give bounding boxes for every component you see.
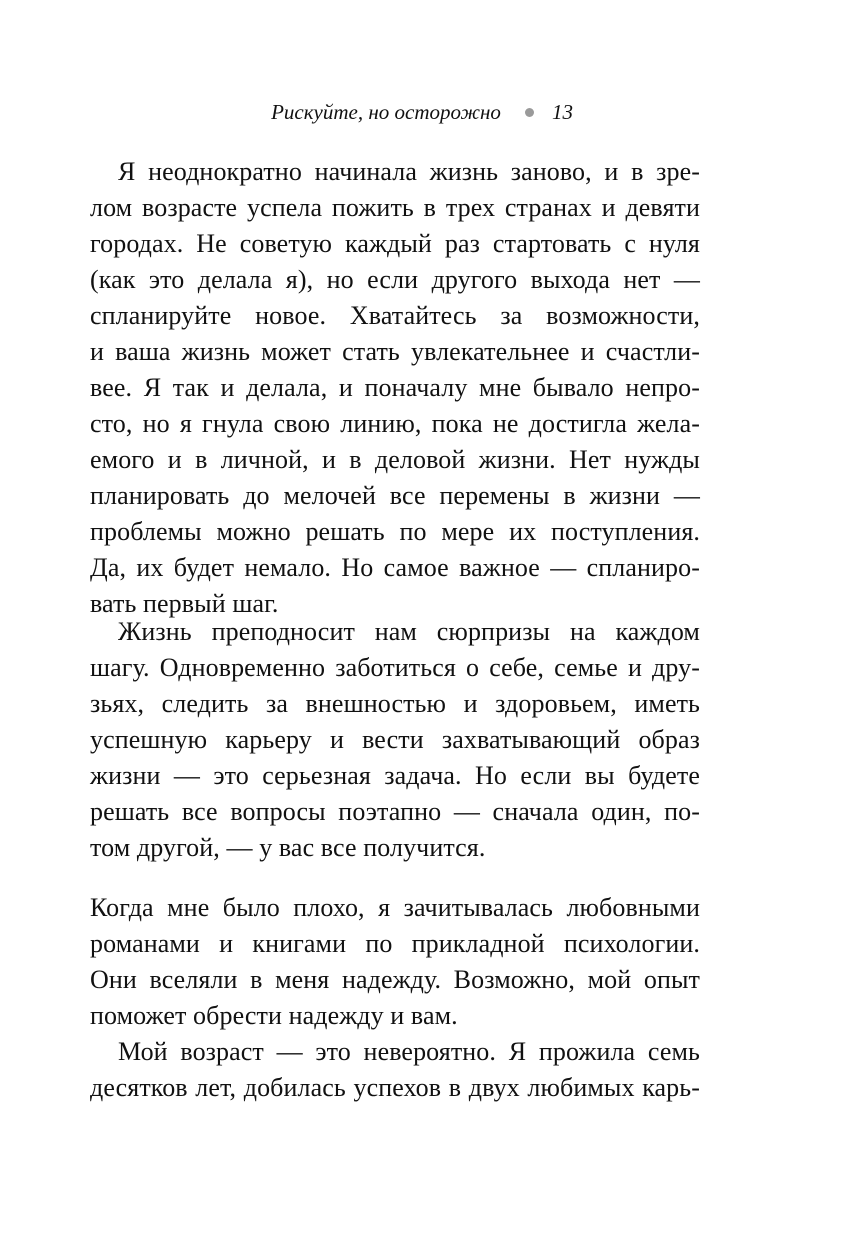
running-header <box>0 96 844 128</box>
text-line: Жизнь преподносит нам сюрпризы на каждом <box>118 617 700 646</box>
running-title: Рискуйте, но осторожно <box>271 99 501 124</box>
text-line: Да, их будет немало. Но самое важное — спланиро- <box>90 553 700 582</box>
paragraph-2 <box>90 614 700 866</box>
text-line: городах. Не советую каждый раз стартовать с нуля <box>90 229 700 258</box>
text-line: решать все вопросы поэтапно — сначала один, по- <box>90 797 700 826</box>
text-line: лом возрасте успела пожить в трех странах и девяти <box>90 193 700 222</box>
text-line: и ваша жизнь может стать увлекательнее и счастли- <box>90 337 700 366</box>
text-line: емого и в личной, и в деловой жизни. Нет нужды <box>90 445 700 474</box>
text-line: жизни — это серьезная задача. Но если вы будете <box>90 761 700 790</box>
text-line: Мой возраст — это невероятно. Я прожила семь <box>118 1037 700 1066</box>
text-line: зьях, следить за внешностью и здоровьем, иметь <box>90 689 700 718</box>
text-line: Я неоднократно начинала жизнь заново, и в зре- <box>118 157 700 186</box>
text-line: вать первый шаг. <box>90 589 279 618</box>
page-number: 13 <box>551 99 573 124</box>
paragraph-4 <box>90 1034 700 1106</box>
text-line: вее. Я так и делала, и поначалу мне бывало непро- <box>90 373 700 402</box>
text-line: спланируйте новое. Хватайтесь за возможности, <box>90 301 700 330</box>
text-line: Они вселяли в меня надежду. Возможно, мой опыт <box>90 965 700 994</box>
text-line: десятков лет, добилась успехов в двух любимых карь- <box>90 1073 700 1102</box>
text-line: том другой, — у вас все получится. <box>90 833 486 862</box>
text-line: успешную карьеру и вести захватывающий образ <box>90 725 700 754</box>
text-line: проблемы можно решать по мере их поступления. <box>90 517 700 546</box>
paragraph-1 <box>90 154 700 622</box>
header-bullet-icon <box>525 108 534 117</box>
paragraph-3 <box>90 890 700 1034</box>
text-line: шагу. Одновременно заботиться о себе, семье и дру- <box>90 653 700 682</box>
text-line: сто, но я гнула свою линию, пока не достигла жела- <box>90 409 700 438</box>
text-line: романами и книгами по прикладной психологии. <box>90 929 700 958</box>
text-line: Когда мне было плохо, я зачитывалась любовными <box>90 893 700 922</box>
text-line: (как это делала я), но если другого выхода нет — <box>90 265 700 294</box>
text-line: поможет обрести надежду и вам. <box>90 1001 458 1030</box>
text-line: планировать до мелочей все перемены в жизни — <box>90 481 700 510</box>
